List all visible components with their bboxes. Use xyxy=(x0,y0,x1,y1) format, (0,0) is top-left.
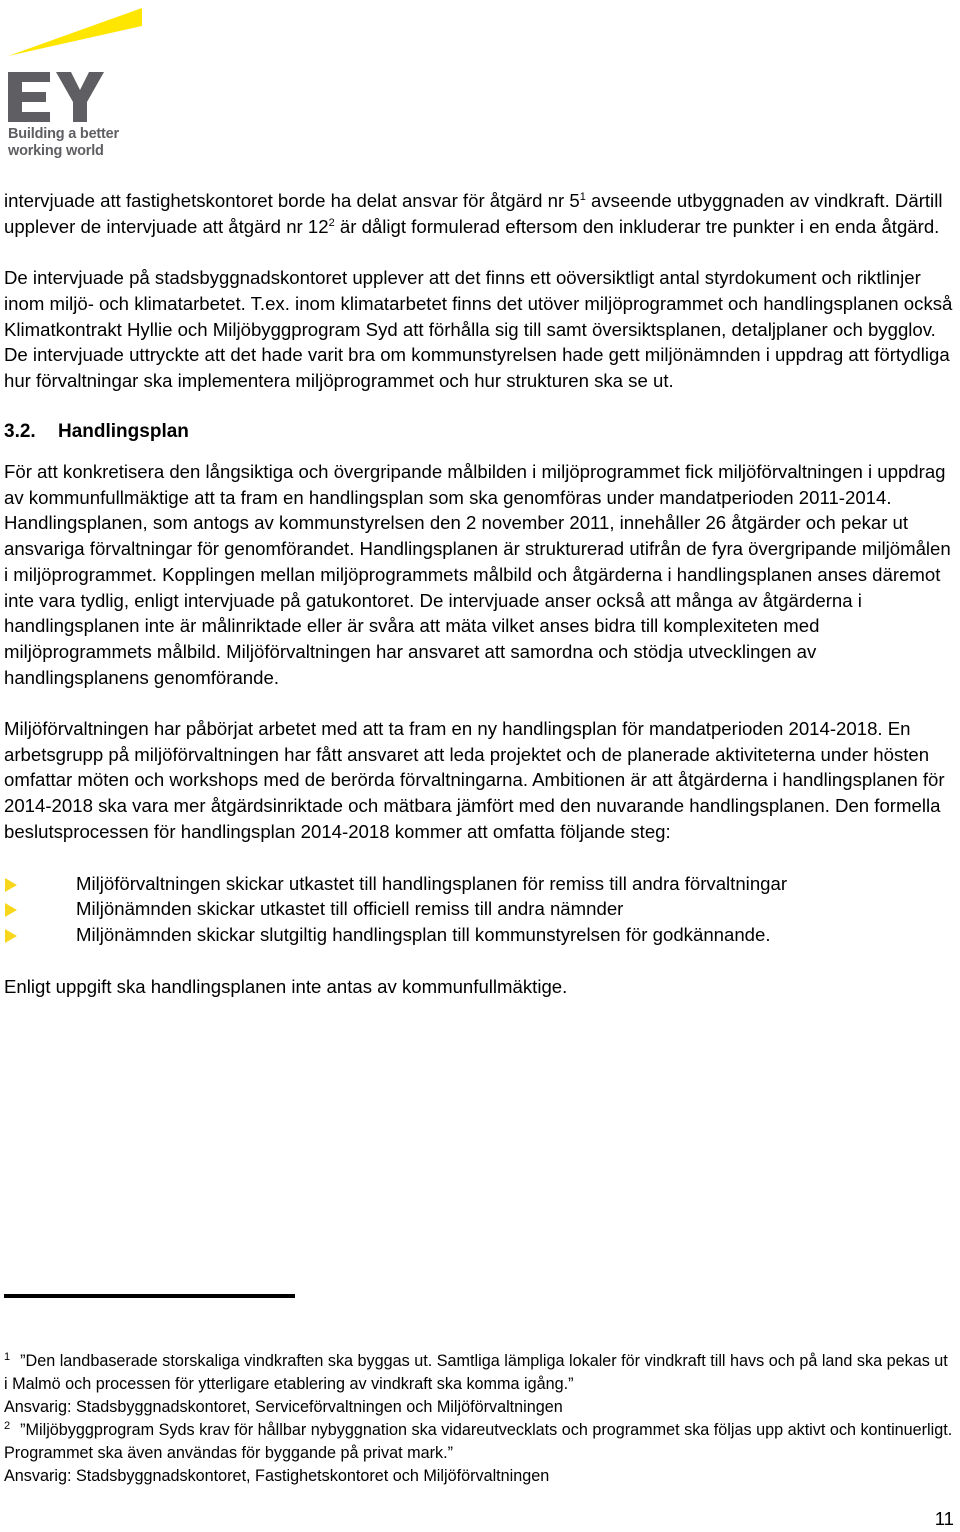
footnote-responsible: Ansvarig: Stadsbyggnadskontoret, Fastighetskontoret och Miljöförvaltningen xyxy=(4,1467,550,1485)
ey-logo-letter-e xyxy=(8,72,50,122)
process-steps-list xyxy=(4,871,954,948)
list-item xyxy=(4,922,954,948)
footnote-text: ”Den landbaserade storskaliga vindkraften ska byggas ut. Samtliga lämpliga lokaler för vindkraft till havs och på land ska pekas ut i Malmö och processen för ytterligare etablering av vindkraft ska komma igång.” xyxy=(4,1352,948,1393)
footnote-ref-1[interactable]: 1 xyxy=(579,190,586,203)
footnote-ref-2[interactable]: 2 xyxy=(328,216,335,229)
section-heading xyxy=(4,419,954,445)
page-number: 11 xyxy=(934,1508,954,1529)
section-title: Handlingsplan xyxy=(58,421,189,443)
ey-logo-letter-y xyxy=(56,72,104,122)
ey-logo-beam xyxy=(8,8,142,56)
list-item xyxy=(4,896,954,922)
intro-text-c: är dåligt formulerad eftersom den inkluderar tre punkter i en enda åtgärd. xyxy=(334,215,940,237)
footnote-number: 2 xyxy=(4,1419,11,1432)
intro-text-a: intervjuade att fastighetskontoret borde ha delat ansvar för åtgärd nr 5 xyxy=(4,190,580,211)
bullet-triangle-icon xyxy=(5,929,17,943)
document-body xyxy=(4,188,954,999)
footnote-1 xyxy=(4,1350,954,1396)
bullet-triangle-icon xyxy=(5,903,17,917)
list-item-text: Miljönämnden skickar slutgiltig handlingsplan till kommunstyrelsen för godkännande. xyxy=(76,923,771,945)
ey-logo-mark xyxy=(6,6,146,126)
intro-text-b: avseende utbyggnaden av vindkraft. Därtill upplever de intervjuade att åtgärd nr 12 xyxy=(4,190,943,237)
list-item-text: Miljönämnden skickar utkastet till officiell remiss till andra nämnder xyxy=(76,898,624,920)
ey-tagline xyxy=(8,126,119,160)
stadsbyggnad-paragraph: De intervjuade på stadsbyggnadskontoret upplever att det finns ett oöversiktligt antal styrdokument och riktlinjer inom miljö- och klimatarbetet. T.ex. inom klimatarbetet finns det utöver miljöprogrammet och handlingsplanen också Klimatkontrakt Hyllie och Miljöbyggprogram Syd att förhålla sig till samt översiktsplanen, detaljplaner och bygglov. De intervjuade uttryckte att det hade varit bra om kommunstyrelsen hade gett miljönämnden i uppdrag att förtydliga hur förvaltningar ska implementera miljöprogrammet och hur strukturen ska se ut. xyxy=(4,267,953,391)
footnote-2 xyxy=(4,1419,954,1465)
section-number: 3.2. xyxy=(4,421,36,443)
tagline-line-1: Building a better xyxy=(8,126,119,142)
ny-handlingsplan-paragraph: Miljöförvaltningen har påbörjat arbetet med att ta fram en ny handlingsplan för mandatperioden 2014-2018. En arbetsgrupp på miljöförvaltningen har fått ansvaret att leda projektet och de planerade aktiviteterna under hösten omfattar möten och workshops med de berörda förvaltningarna. Ambitionen är att åtgärderna i handlingsplanen för 2014-2018 ska vara mer åtgärdsinriktade och mätbara jämfört med den nuvarande handlingsplanen. Den formella beslutsprocessen för handlingsplan 2014-2018 kommer att omfatta följande steg: xyxy=(4,718,945,842)
footnote-divider xyxy=(4,1294,295,1298)
footnote-text: ”Miljöbyggprogram Syds krav för hållbar nybyggnation ska vidareutvecklats och programmet ska följas upp aktivt och kontinuerligt. Programmet ska även användas för byggande på privat mark.” xyxy=(4,1421,953,1462)
intro-paragraph xyxy=(4,188,954,239)
footnote-number: 1 xyxy=(4,1350,11,1363)
handlingsplan-paragraph: För att konkretisera den långsiktiga och övergripande målbilden i miljöprogrammet fick miljöförvaltningen i uppdrag av kommunfullmäktige att ta fram en handlingsplan som ska genomföras under mandatperioden 2011-2014. Handlingsplanen, som antogs av kommunstyrelsen den 2 november 2011, innehåller 26 åtgärder och pekar ut ansvariga förvaltningar för genomförandet. Handlingsplanen är strukturerad utifrån de fyra övergripande miljömålen i miljöprogrammet. Kopplingen mellan miljöprogrammets målbild och åtgärderna i handlingsplanen anses däremot inte vara tydlig, enligt intervjuade på gatukontoret. De intervjuade anser också att många av åtgärderna i handlingsplanen inte är målinriktade eller är svåra att mäta vilket anses bidra till komplexiteten med miljöprogrammets målbild. Miljöförvaltningen har ansvaret att samordna och stödja utvecklingen av handlingsplanens genomförande. xyxy=(4,461,951,688)
final-paragraph: Enligt uppgift ska handlingsplanen inte antas av kommunfullmäktige. xyxy=(4,975,568,997)
footnote-responsible: Ansvarig: Stadsbyggnadskontoret, Serviceförvaltningen och Miljöförvaltningen xyxy=(4,1398,563,1416)
bullet-triangle-icon xyxy=(5,878,17,892)
footnotes xyxy=(4,1350,954,1488)
list-item xyxy=(4,871,954,897)
list-item-text: Miljöförvaltningen skickar utkastet till handlingsplanen för remiss till andra förvaltningar xyxy=(76,872,788,894)
tagline-line-2: working world xyxy=(8,143,104,159)
